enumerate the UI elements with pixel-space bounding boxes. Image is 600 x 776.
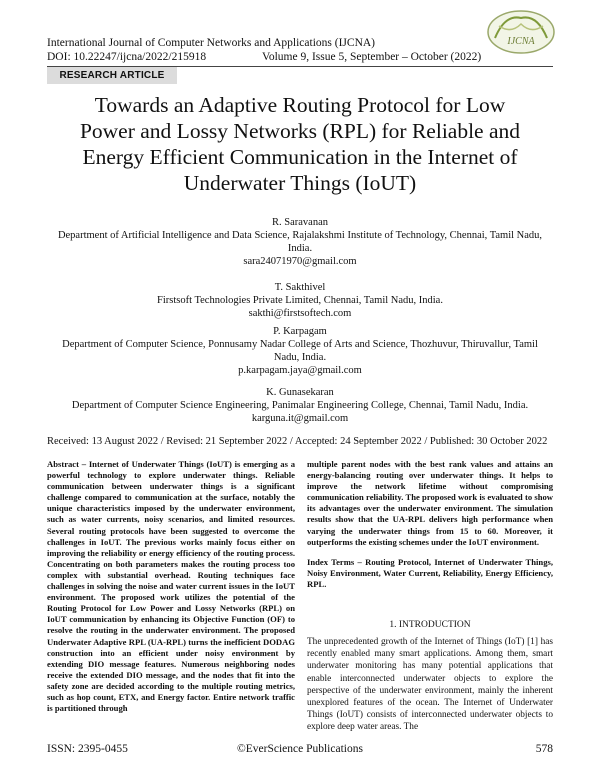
author-name: P. Karpagam (273, 326, 327, 337)
title-line: Power and Lossy Networks (RPL) for Reliable and (79, 119, 521, 143)
section-heading: 1. INTRODUCTION (389, 620, 471, 630)
author-email[interactable]: p.karpagam.jaya@gmail.com (238, 365, 362, 376)
author-affiliation: Department of Computer Science Engineering, Panimalar Engineering College, Chennai, Tamil Nadu, India. (71, 400, 529, 411)
paper-title (47, 92, 553, 196)
author-block (0, 386, 600, 425)
author-email[interactable]: karguna.it@gmail.com (251, 413, 349, 424)
logo-text: IJCNA (507, 36, 535, 47)
volume-issue: Volume 9, Issue 5, September – October (2022) (262, 51, 482, 63)
journal-name: International Journal of Computer Networks and Applications (IJCNA) (47, 37, 376, 49)
footer-issn: ISSN: 2395-0455 (47, 743, 128, 755)
introduction-text: The unprecedented growth of the Internet of Things (IoT) [1] has recently enabled many smart applications. Among them, smart underwater monitoring has many potential applications that enable interconnected underwater objects to explore the perspective of the underwater environment, mainly the inherent unexplored features of the ocean. The Internet of Underwater Things (IoUT) consists of interconnected underwater objects to explore deep water areas. The (307, 637, 553, 733)
abstract: Abstract – Internet of Underwater Things (IoUT) is emerging as a powerful technology to explore underwater things. Reliable communication between underwater things is a significant challenge compared to communication at the surface, notably the unique characteristics imposed by the underwater environment, such as water currents, noisy scenarios, and limited resources. Several routing protocols have been suggested to overcome the challenges in IoUT. The previous works mainly focus either on improving the reliability or energy efficiency of the routing process. Concentrating on both parameters makes the routing process too complex with substantial overhead. Routing techniques face challenges in solving the noise and water current issues in the IoUT environment. The proposed work utilizes the potential of the Routing Protocol for Low Power and Lossy Networks (RPL) on IoUT communication by enhancing its Objective Function (OF) to resolve the routing in the underwater environment. The proposed Underwater Adaptive RPL (UA-RPL) turns the inefficient DODAG construction into an efficient under noisy environment by extending DIO message features. Numerous neighboring nodes receive the extended DIO message, and the nodes that fit into the safety zone are decided according to the multiple routing metrics, such as hop count, ETX, and Energy factor. Entire network traffic is partitioned through (47, 459, 295, 714)
author-name: T. Sakthivel (274, 282, 326, 293)
author-email[interactable]: sara24071970@gmail.com (243, 256, 357, 267)
page-number: 578 (535, 743, 553, 755)
doi: DOI: 10.22247/ijcna/2022/215918 (47, 51, 207, 63)
author-email[interactable]: sakthi@firstsoftech.com (248, 308, 352, 319)
publication-dates: Received: 13 August 2022 / Revised: 21 September 2022 / Accepted: 24 September 2022 / Published: 30 October 2022 (47, 436, 548, 447)
journal-logo (485, 8, 557, 56)
title-line: Energy Efficient Communication in the Internet of (82, 145, 518, 169)
abstract-continued: multiple parent nodes with the best rank values and attains an energy-balancing routing over underwater things. It helps to improve the network lifetime without compromising communication reliability. The proposed work is evaluated to show its advantages over the underwater environment. The simulation results show that the UA-RPL delivers high performance when varying the underwater things from 15 to 60. Moreover, it outperforms the existing schemes under the IoUT environment. (307, 459, 553, 547)
author-name: K. Gunasekaran (266, 387, 334, 398)
article-type-badge: RESEARCH ARTICLE (47, 67, 177, 84)
author-affiliation: Department of Artificial Intelligence and Data Science, Rajalakshmi Institute of Technology, Chennai, Tamil Nadu, (57, 230, 543, 241)
author-name: R. Saravanan (272, 217, 328, 228)
author-affiliation: Department of Computer Science, Ponnusamy Nadar College of Arts and Science, Thozhuvur, Thiruvallur, Tamil (62, 339, 538, 350)
author-block (0, 216, 600, 268)
title-line: Underwater Things (IoUT) (183, 171, 417, 195)
author-affiliation: Firstsoft Technologies Private Limited, Chennai, Tamil Nadu, India. (157, 295, 443, 306)
author-block (0, 281, 600, 320)
footer-publisher: ©EverScience Publications (237, 743, 363, 755)
author-affiliation: India. (287, 243, 313, 254)
index-terms: Index Terms – Routing Protocol, Internet of Underwater Things, Noisy Environment, Water Current, Reliability, Energy Efficiency, RPL. (307, 557, 553, 590)
title-line: Towards an Adaptive Routing Protocol for Low (94, 93, 506, 117)
author-affiliation: Nadu, India. (273, 352, 327, 363)
author-block (0, 325, 600, 377)
